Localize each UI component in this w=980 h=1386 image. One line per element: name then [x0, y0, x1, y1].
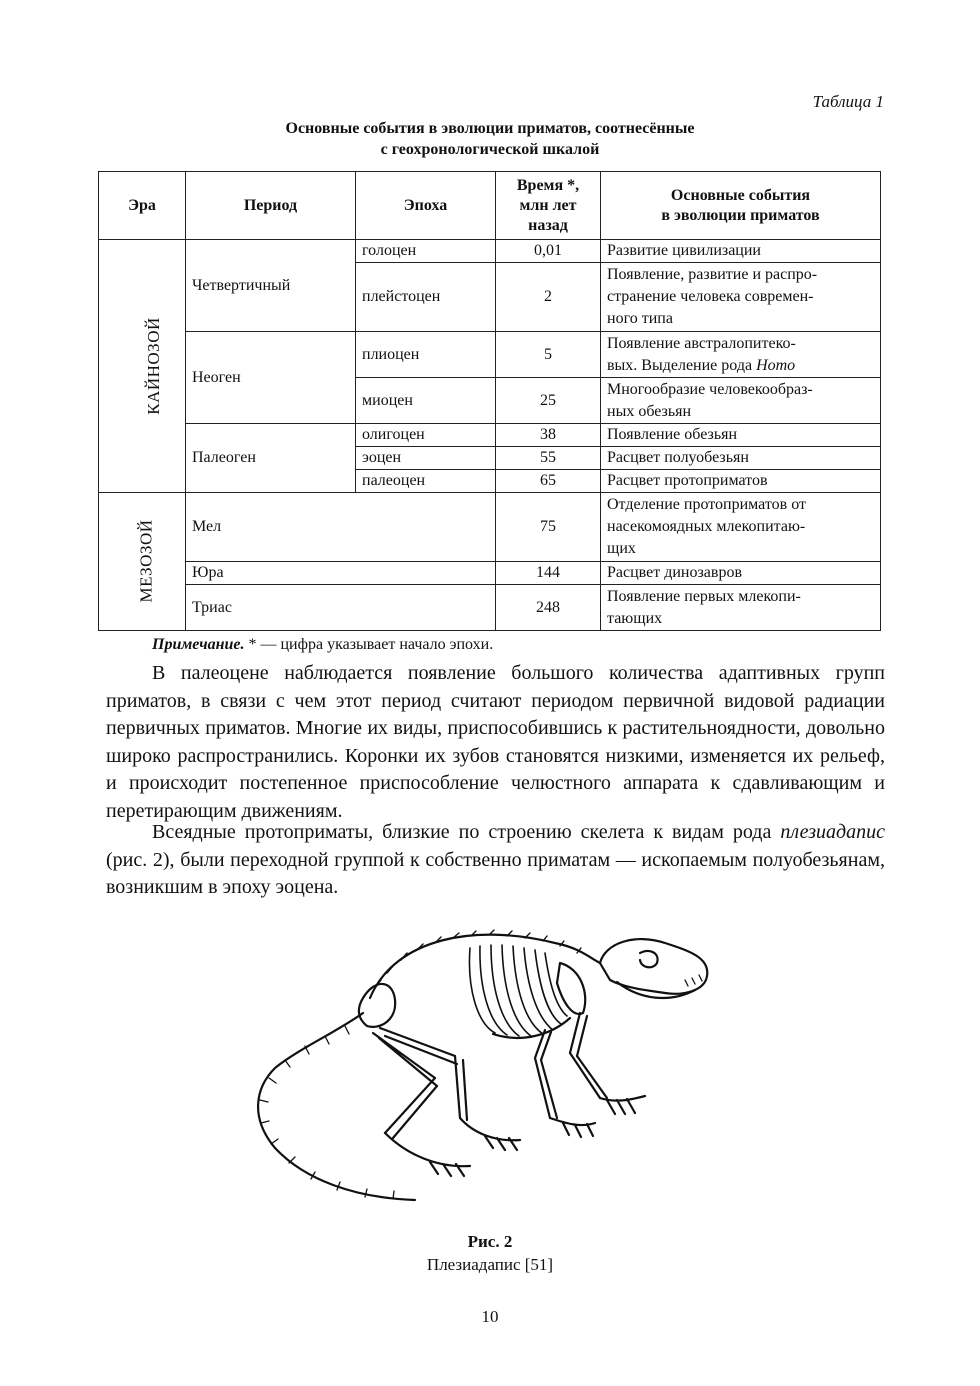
- teeth: [685, 975, 702, 986]
- header-events: [601, 172, 881, 240]
- note-text: * — цифра указывает начало эпохи.: [244, 636, 494, 653]
- rib-cage: [469, 945, 567, 1036]
- event-cell: [601, 585, 881, 631]
- event-line: тающих: [607, 609, 663, 627]
- event-cell: [601, 493, 881, 562]
- time-cell: 55: [496, 447, 601, 470]
- era-mesozoic: [99, 493, 186, 631]
- header-time-line: назад: [528, 216, 568, 234]
- hind-leg-left: [373, 1033, 437, 1138]
- time-cell: 2: [496, 263, 601, 332]
- period-cell: Триас: [186, 585, 496, 631]
- time-cell: 75: [496, 493, 601, 562]
- header-period: Период: [186, 172, 356, 240]
- time-cell: 65: [496, 470, 601, 493]
- paragraph-paleocene: В палеоцене наблюдается появление большого количества адаптивных групп приматов, в связи с чем этот период считают периодом первичной видовой радиации первичных приматов. Многие их виды, приспособившись к растительноядности, довольно широко распространились. Коронки их зубов становятся низкими, изменяется их рельеф, и происходит постепенное приспособление челюстного аппарата к сдавливающим и перетирающим движениям.: [106, 662, 885, 822]
- pelvis: [359, 984, 395, 1027]
- event-cell: Расцвет динозавров: [601, 562, 881, 585]
- event-line: ного типа: [607, 310, 673, 327]
- header-events-line: Основные события: [670, 186, 811, 204]
- period-cell: Четвертичный: [186, 240, 356, 332]
- header-time: [496, 172, 601, 240]
- event-cell: Расцвет протоприматов: [601, 470, 881, 493]
- skeleton-illustration: [245, 918, 725, 1218]
- front-foot: [600, 1096, 645, 1114]
- period-cell: Мел: [186, 493, 496, 562]
- header-era: Эра: [99, 172, 186, 240]
- event-cell: [601, 332, 881, 378]
- table-row: [99, 332, 881, 378]
- event-line: насекомоядных млекопитаю-: [607, 518, 806, 535]
- front-leg-left: [535, 1030, 557, 1118]
- period-cell: Палеоген: [186, 424, 356, 493]
- front-upper-leg: [570, 1013, 587, 1056]
- event-line: странение человека современ-: [607, 288, 814, 305]
- paragraph-text: Всеядные протоприматы, близкие по строению скелета к видам рода: [152, 821, 781, 843]
- event-cell: Развитие цивилизации: [601, 240, 881, 263]
- era-label: МЕЗОЗОЙ: [136, 519, 156, 603]
- scapula: [557, 963, 585, 1014]
- event-cell: Появление обезьян: [601, 424, 881, 447]
- event-cell: [601, 378, 881, 424]
- table-row: [99, 493, 881, 562]
- genus-name: Homo: [756, 356, 796, 374]
- time-cell: 5: [496, 332, 601, 378]
- tail: [258, 1013, 415, 1200]
- header-epoch: Эпоха: [356, 172, 496, 240]
- event-line: Появление первых млекопи-: [607, 587, 801, 605]
- note-label: Примечание.: [152, 636, 245, 653]
- header-events-line: в эволюции приматов: [661, 206, 820, 224]
- event-line: Появление, развитие и распро-: [607, 266, 818, 283]
- epoch-cell: голоцен: [356, 240, 496, 263]
- epoch-cell: олигоцен: [356, 424, 496, 447]
- genus-name: плезиадапис: [780, 821, 885, 843]
- hind-foot-left: [385, 1133, 470, 1176]
- plesiadapis-skeleton-figure: [245, 918, 725, 1218]
- table-row: [99, 562, 881, 585]
- table-title-line: Основные события в эволюции приматов, соотнесённые: [285, 120, 695, 137]
- epoch-cell: эоцен: [356, 447, 496, 470]
- event-line: Многообразие человекообраз-: [607, 380, 813, 398]
- period-cell: Юра: [186, 562, 496, 585]
- spine: [370, 935, 600, 998]
- table-row: [99, 240, 881, 263]
- front-lower-leg: [570, 1053, 607, 1098]
- event-line: ных обезьян: [607, 402, 692, 420]
- skull-eye-socket: [640, 951, 658, 967]
- period-cell: Неоген: [186, 332, 356, 424]
- event-line: [607, 355, 874, 377]
- time-cell: 38: [496, 424, 601, 447]
- page-number: 10: [481, 1307, 499, 1326]
- event-line: Отделение протоприматов от: [607, 496, 806, 513]
- paragraph-text: (рис. 2), были переходной группой к собственно приматам — ископаемым полуобезьянам, возникшим в эпоху эоцена.: [106, 848, 885, 899]
- header-time-line: млн лет: [519, 196, 577, 214]
- time-cell: 0,01: [496, 240, 601, 263]
- front-foot-left: [550, 1118, 595, 1137]
- event-text: вых. Выделение рода: [607, 356, 757, 374]
- hind-foot: [460, 1118, 520, 1150]
- event-line: Появление австралопитеко-: [607, 334, 796, 352]
- epoch-cell: плиоцен: [356, 332, 496, 378]
- epoch-cell: миоцен: [356, 378, 496, 424]
- time-cell: 144: [496, 562, 601, 585]
- table-note: [152, 636, 493, 654]
- paragraph-omnivores: [106, 819, 885, 902]
- jaw: [617, 982, 695, 998]
- epoch-cell: плейстоцен: [356, 263, 496, 332]
- evolution-table: [98, 171, 881, 631]
- event-cell: Расцвет полуобезьян: [601, 447, 881, 470]
- era-label: КАЙНОЗОЙ: [143, 316, 163, 415]
- time-cell: 25: [496, 378, 601, 424]
- table-title: [100, 118, 880, 160]
- event-line: щих: [607, 540, 636, 557]
- figure-number: Рис. 2: [467, 1232, 513, 1251]
- header-time-line: Время *,: [516, 176, 580, 194]
- figure-caption: Плезиадапис [51]: [426, 1255, 554, 1274]
- table-row: [99, 424, 881, 447]
- epoch-cell: палеоцен: [356, 470, 496, 493]
- hind-tibia: [455, 1056, 467, 1120]
- era-cenozoic: [99, 240, 186, 493]
- event-cell: [601, 263, 881, 332]
- table-row: [99, 585, 881, 631]
- tail-vertebrae: [260, 1026, 394, 1199]
- table-title-line: с геохронологической шкалой: [380, 141, 600, 158]
- table-header-row: [99, 172, 881, 240]
- time-cell: 248: [496, 585, 601, 631]
- table-label: Таблица 1: [812, 92, 884, 111]
